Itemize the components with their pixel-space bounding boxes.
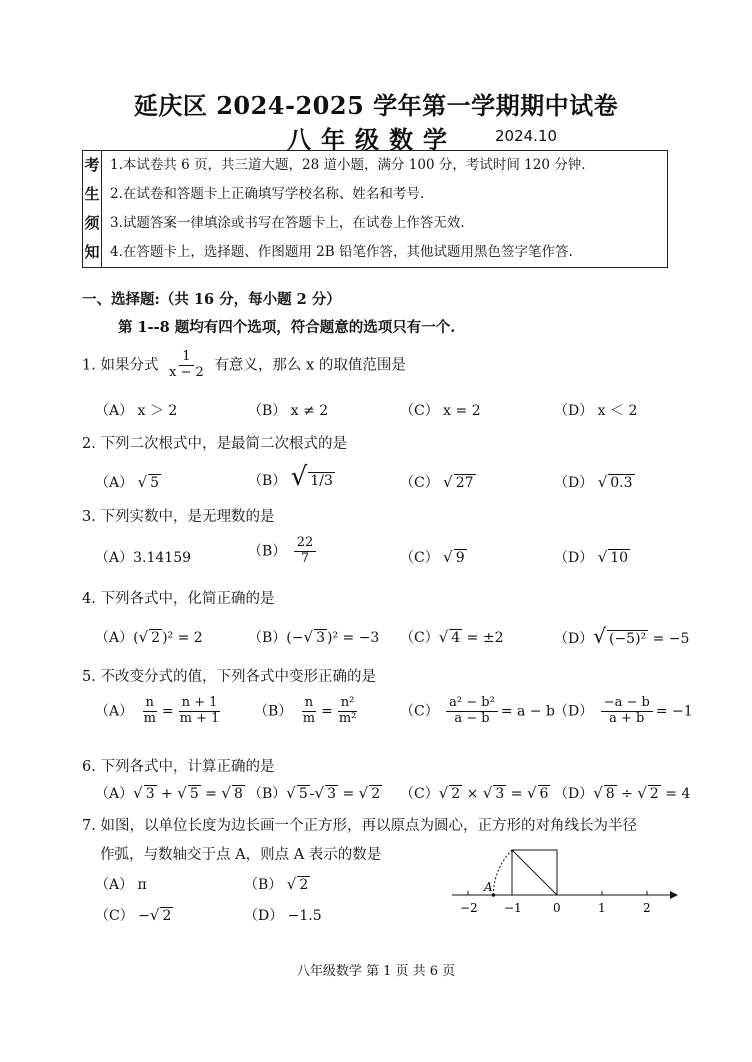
q4-b-post: )² = −3: [326, 630, 380, 646]
q3-rad-c: 9: [455, 550, 465, 566]
q5-option-b[interactable]: （B） $\frac{n}{m}$ = $\frac{\text{n²}}{\text{m²}}$: [254, 696, 362, 727]
q5-d-frac: [601, 696, 653, 727]
q4-c-rad: 4: [451, 630, 461, 646]
q2-rad-a: 5: [150, 475, 160, 491]
q6-a-r1: 3: [145, 786, 155, 802]
question-2-stem: 2. 下列二次根式中，是最简二次根式的是: [82, 436, 347, 452]
q2-rad-c: 27: [455, 475, 474, 491]
q6-b-r3: 2: [371, 786, 381, 802]
notice-side-char: 知: [84, 243, 100, 261]
q6-option-a[interactable]: （A）√ 3 + √ 5 = √ 8: [95, 784, 243, 802]
question-6-stem: 6. 下列各式中，计算正确的是: [82, 759, 275, 775]
q6-a-eq: =: [200, 786, 222, 802]
q5-b-frac-left: [300, 696, 318, 727]
q6-label-a: （A）: [95, 786, 134, 802]
notice-line: 2.在试卷和答题卡上正确填写学校名称、姓名和考号.: [110, 186, 425, 202]
q1-frac-den: x − 2: [169, 364, 204, 380]
q5-a-frac-right: [177, 696, 223, 727]
section-heading: 一、选择题:（共 16 分，每小题 2 分）: [82, 291, 341, 308]
q5-label-d: （D）: [554, 703, 594, 720]
q6-option-c[interactable]: （C）√ 2 × √ 3 = √ 6: [400, 784, 549, 802]
page-footer: 八年级数学 第 1 页 共 6 页: [296, 964, 456, 979]
square-diagonal: [512, 850, 557, 895]
q3-b-num: 22: [294, 536, 317, 552]
q1-option-b[interactable]: （B） x ≠ 2: [248, 403, 329, 419]
q3-b-den: 7: [300, 550, 310, 566]
q5-b-d1: m: [302, 710, 316, 726]
q2-option-b[interactable]: （B） √ 1/3: [248, 462, 333, 492]
q4-a-rad: 2: [151, 630, 161, 646]
q3-b-fraction: [294, 536, 317, 567]
q4-a-post: )² = 2: [162, 630, 203, 646]
q6-c-op: ×: [462, 786, 483, 802]
q6-b-r2: 3: [327, 786, 336, 802]
q6-b-eq: =: [338, 786, 359, 802]
q2-rad-d: 0.3: [610, 475, 633, 491]
axis-arrow-icon: [670, 891, 678, 899]
notice-side-char: 须: [84, 214, 100, 232]
q6-a-r3: 8: [233, 786, 243, 802]
notice-table: [82, 150, 668, 268]
section-intro: 第 1--8 题均有四个选项，符合题意的选项只有一个.: [118, 319, 456, 336]
q5-a-d2: m + 1: [179, 710, 220, 726]
q2-option-d[interactable]: （D） √ 0.3: [554, 473, 633, 491]
notice-line: 3.试题答案一律填涂或书写在答题卡上，在试卷上作答无效.: [110, 215, 465, 231]
q5-c-rhs: = a − b: [500, 703, 555, 720]
q1-frac-num: 1: [179, 350, 193, 366]
q5-d-d1: a + b: [609, 710, 645, 726]
q3-option-c[interactable]: （C） √ 9: [400, 548, 465, 566]
q1-option-c[interactable]: （C） x = 2: [400, 403, 481, 419]
notice-side-char: 生: [84, 185, 100, 203]
q1-suffix: 有意义，那么 x 的取值范围是: [214, 357, 406, 374]
question-1-stem: [82, 350, 406, 381]
q6-d-r2: 2: [649, 786, 659, 802]
q7-option-a[interactable]: （A） π: [95, 877, 147, 893]
q3-option-d[interactable]: （D） √ 10: [554, 548, 629, 566]
q3-label-d: （D）: [554, 550, 594, 566]
q2-label-a: （A）: [95, 475, 134, 491]
q2-label-c: （C）: [400, 475, 439, 491]
q3-label-c: （C）: [400, 550, 439, 566]
exam-subtitle: 八年级数学: [287, 125, 457, 154]
q5-option-c[interactable]: [400, 696, 555, 727]
q1-option-d[interactable]: （D） x ＜ 2: [554, 403, 638, 419]
question-7-line2: 作弧，与数轴交于点 A，则点 A 表示的数是: [100, 847, 382, 863]
point-a-label: A: [484, 880, 493, 894]
q6-option-d[interactable]: （D）√ 8 ÷ √ 2 = 4: [554, 784, 691, 802]
q7-option-c[interactable]: （C） −√ 2: [95, 906, 172, 924]
q6-d-eq: = 4: [660, 786, 691, 802]
question-3-stem: 3. 下列实数中，是无理数的是: [82, 509, 275, 525]
q6-label-d: （D）: [554, 786, 594, 802]
q5-a-n1: n: [143, 696, 157, 712]
q6-d-r1: 8: [605, 786, 615, 802]
q5-c-d1: a − b: [454, 710, 490, 726]
q4-option-b[interactable]: （B）(−√ 3 )² = −3: [248, 628, 380, 646]
notice-lines: [102, 151, 668, 268]
q7-option-d[interactable]: （D） −1.5: [244, 908, 322, 924]
q2-label-d: （D）: [554, 475, 594, 491]
q5-option-d[interactable]: [554, 696, 693, 727]
q4-label-b: （B）: [248, 630, 287, 646]
q2-label-b: （B）: [248, 473, 287, 489]
q4-option-c[interactable]: （C）√ 4 = ±2: [400, 628, 504, 646]
q4-a-pre: (: [133, 630, 139, 646]
question-4-stem: 4. 下列各式中，化简正确的是: [82, 591, 275, 607]
q4-d-rad: (−5)²: [608, 631, 647, 647]
q6-c-eq: =: [506, 786, 527, 802]
dashed-arc: [493, 850, 512, 895]
q4-label-a: （A）: [95, 630, 134, 646]
q7-b-rad: 2: [299, 877, 309, 893]
q5-b-n1: n: [302, 696, 316, 712]
q3-option-b[interactable]: [248, 536, 319, 567]
q4-label-d: （D）: [554, 631, 594, 647]
q1-fraction: [166, 350, 207, 381]
q3-label-a: （A）: [95, 550, 134, 566]
q6-c-r3: 6: [539, 786, 549, 802]
q3-option-a[interactable]: [95, 547, 191, 567]
q2-rad-b: 1/3: [310, 473, 333, 489]
tick-label: −1: [504, 901, 522, 915]
q5-b-frac-right: [336, 696, 360, 727]
q4-option-d[interactable]: （D）√ (−5)² = −5: [554, 624, 690, 648]
q6-d-op: ÷: [616, 786, 638, 802]
q4-label-c: （C）: [400, 630, 439, 646]
q3-a-value: 3.14159: [133, 550, 192, 566]
exam-title: 延庆区 2024-2025 学年第一学期期中试卷: [133, 91, 619, 120]
tick-label: 1: [598, 901, 606, 915]
q4-option-a[interactable]: （A）(√ 2 )² = 2: [95, 628, 203, 646]
q6-a-r2: 5: [189, 786, 199, 802]
q6-label-c: （C）: [400, 786, 439, 802]
q4-b-rad: 3: [316, 630, 325, 646]
q5-a-d1: m: [143, 710, 156, 726]
q2-option-a[interactable]: （A） √ 5: [95, 473, 160, 491]
q6-a-op: +: [156, 786, 178, 802]
notice-side-label: [83, 151, 102, 268]
q5-b-n2: n²: [338, 696, 358, 712]
question-7-line1: 7. 如图，以单位长度为边长画一个正方形，再以原点为圆心，正方形的对角线长为半径: [82, 818, 637, 834]
q7-label-b: （B）: [244, 877, 283, 893]
tick-label: 2: [643, 901, 651, 915]
q2-option-c[interactable]: （C） √ 27: [400, 473, 474, 491]
notice-side-char: 考: [84, 156, 100, 174]
q5-d-n1: −a − b: [601, 696, 653, 712]
q5-label-a: （A）: [95, 703, 134, 720]
q5-d-rhs: = −1: [655, 703, 693, 720]
q5-a-n2: n + 1: [179, 696, 221, 712]
q5-label-b: （B）: [254, 703, 293, 720]
notice-line: 1.本试卷共 6 页，共三道大题，28 道小题，满分 100 分，考试时间 120 分钟.: [110, 157, 586, 173]
q3-label-b: （B）: [248, 543, 287, 560]
q6-b-r1: 5: [298, 786, 308, 802]
q5-a-frac-left: [141, 696, 159, 727]
q6-label-b: （B）: [248, 786, 287, 802]
q6-c-r1: 2: [451, 786, 461, 802]
tick-label: 0: [553, 901, 561, 915]
tick-label: −2: [460, 901, 478, 915]
q5-label-c: （C）: [400, 703, 439, 720]
q6-c-r2: 3: [495, 786, 505, 802]
q3-rad-d: 10: [610, 550, 629, 566]
q5-option-a[interactable]: （A） $\frac{n}{m}$ = $\frac{n + 1}{m + 1}$: [95, 696, 225, 727]
q7-c-rad: 2: [162, 908, 172, 924]
q4-b-pre: (−: [286, 630, 304, 646]
q1-option-a[interactable]: （A） x ＞ 2: [95, 403, 178, 419]
q5-c-frac: [446, 696, 498, 727]
q5-c-n1: a² − b²: [446, 696, 498, 712]
q7-label-c: （C） −: [95, 908, 150, 924]
exam-date: 2024.10: [495, 127, 558, 145]
notice-line: 4.在答题卡上，选择题、作图题用 2B 铅笔作答，其他试题用黑色签字笔作答.: [110, 244, 573, 260]
q4-d-post: = −5: [648, 631, 690, 647]
question-5-stem: 5. 不改变分式的值，下列各式中变形正确的是: [82, 669, 376, 685]
q6-b-op: -: [309, 786, 315, 802]
q7-option-b[interactable]: （B） √ 2: [244, 875, 309, 893]
q7-number-line-figure: [450, 840, 680, 920]
q1-prefix: 1. 如果分式: [82, 357, 159, 374]
q5-b-d2: m²: [338, 710, 357, 726]
q6-option-b[interactable]: （B）√ 5 -√ 3 = √ 2: [248, 784, 381, 802]
q4-c-post: = ±2: [462, 630, 504, 646]
